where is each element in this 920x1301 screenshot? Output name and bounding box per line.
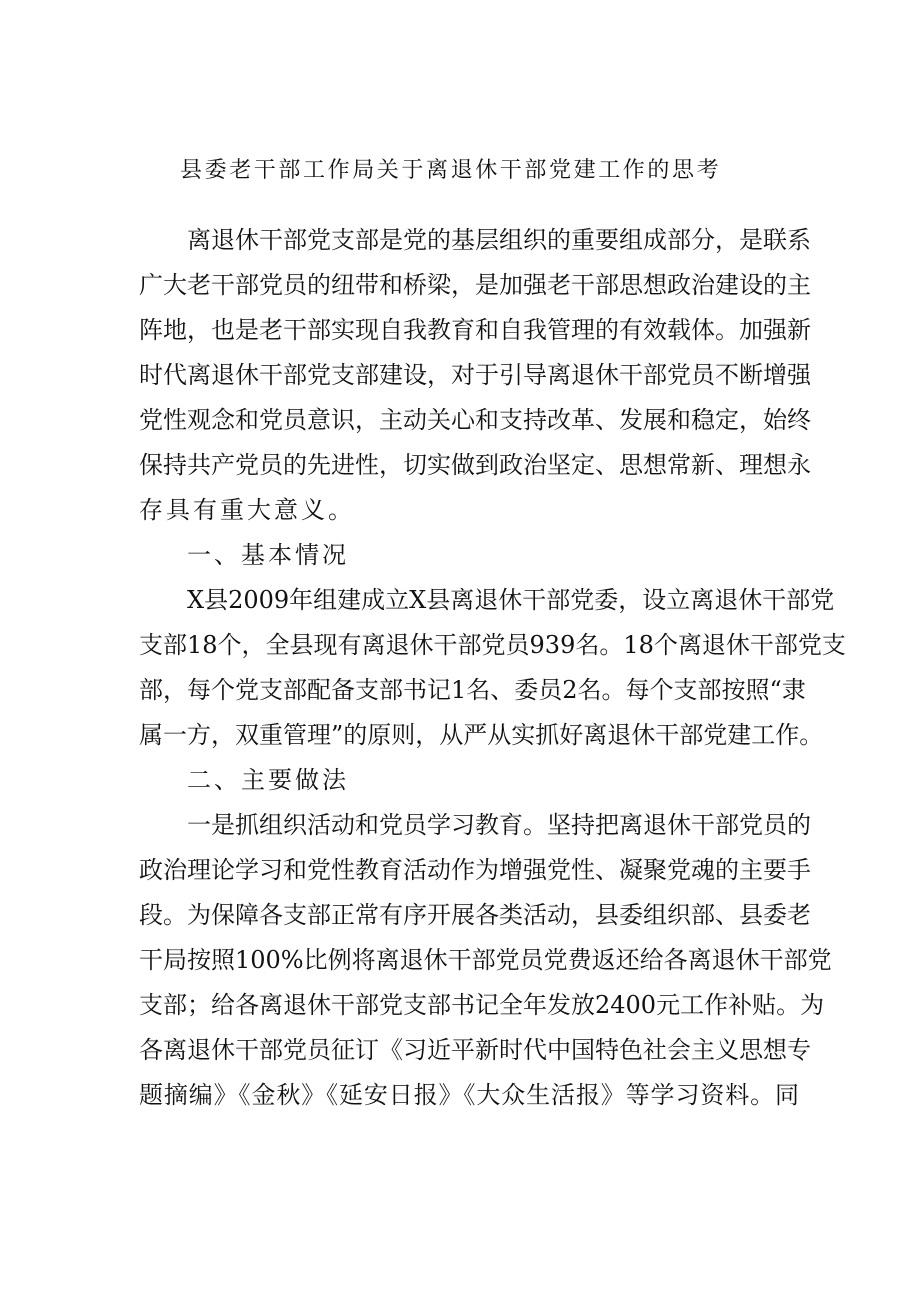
paragraph-line: 阵地，也是老干部实现自我教育和自我管理的有效载体。加强新 bbox=[139, 316, 811, 344]
document-title: 县委老干部工作局关于离退休干部党建工作的思考 bbox=[180, 158, 722, 183]
section-heading-basic: 一、基本情况 bbox=[187, 541, 349, 569]
paragraph-line: 党性观念和党员意识，主动关心和支持改革、发展和稳定，始终 bbox=[139, 406, 811, 434]
paragraph-line: 各离退休干部党员征订《习近平新时代中国特色社会主义思想专 bbox=[139, 1036, 811, 1064]
paragraph-line: 干局按照100%比例将离退休干部党员党费返还给各离退休干部党 bbox=[139, 946, 832, 974]
paragraph-line: 段。为保障各支部正常有序开展各类活动，县委组织部、县委老 bbox=[139, 901, 811, 929]
paragraph-line: 时代离退休干部党支部建设，对于引导离退休干部党员不断增强 bbox=[139, 361, 811, 389]
section-heading-practice: 二、主要做法 bbox=[187, 766, 349, 794]
paragraph-line: 题摘编》《金秋》《延安日报》《大众生活报》等学习资料。同 bbox=[139, 1081, 799, 1109]
paragraph-line: 一是抓组织活动和党员学习教育。坚持把离退休干部党员的 bbox=[187, 811, 811, 839]
paragraph-line: 属一方，双重管理”的原则，从严从实抓好离退休干部党建工作。 bbox=[139, 721, 824, 749]
paragraph-line: 广大老干部党员的纽带和桥梁，是加强老干部思想政治建设的主 bbox=[139, 271, 811, 299]
paragraph-line: 离退休干部党支部是党的基层组织的重要组成部分，是联系 bbox=[187, 226, 811, 254]
paragraph-line: 支部；给各离退休干部党支部书记全年发放2400元工作补贴。为 bbox=[139, 991, 825, 1019]
paragraph-line: 政治理论学习和党性教育活动作为增强党性、凝聚党魂的主要手 bbox=[139, 856, 811, 884]
paragraph-line: 存具有重大意义。 bbox=[139, 496, 355, 524]
paragraph-line: X县2009年组建成立X县离退休干部党委，设立离退休干部党 bbox=[187, 586, 835, 614]
paragraph-line: 支部18个，全县现有离退休干部党员939名。18个离退休干部党支 bbox=[139, 631, 846, 659]
paragraph-line: 保持共产党员的先进性，切实做到政治坚定、思想常新、理想永 bbox=[139, 451, 811, 479]
paragraph-line: 部，每个党支部配备支部书记1名、委员2名。每个支部按照“隶 bbox=[139, 676, 806, 704]
